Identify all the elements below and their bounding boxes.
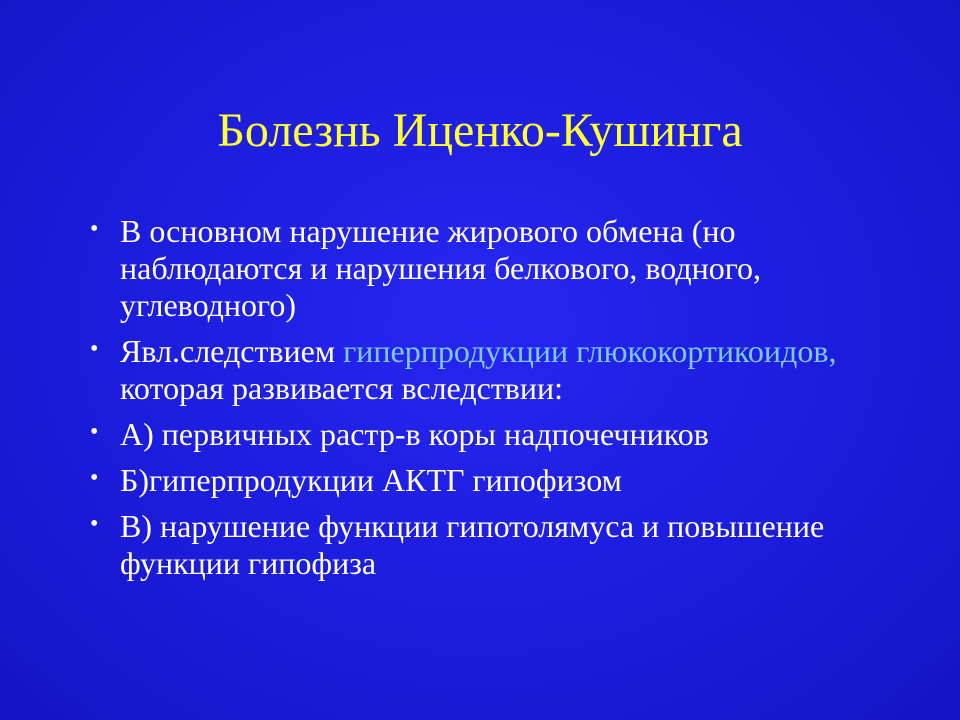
bullet-dot-icon: • [90, 465, 99, 491]
bullet-text: В) нарушение функции гипотолямуса и повышение функции гипофиза [120, 508, 825, 581]
bullet-text: В основном нарушение жирового обмена (но наблюдаются и нарушения белкового, водного, углеводного) [120, 213, 762, 323]
bullet-text-prefix: Явл.следствием [120, 333, 344, 369]
bullet-text-highlight: гиперпродукции глюкокортикоидов, [343, 333, 837, 369]
bullet-item [90, 416, 880, 453]
bullet-dot-icon: • [90, 336, 99, 362]
bullet-item [90, 213, 880, 324]
bullet-dot-icon: • [90, 511, 99, 537]
bullet-dot-icon: • [90, 216, 99, 242]
bullet-item [90, 462, 880, 499]
bullet-list [90, 213, 880, 591]
bullet-dot-icon: • [90, 419, 99, 445]
bullet-item [90, 508, 880, 582]
bullet-text: Б)гиперпродукции АКТГ гипофизом [120, 462, 622, 498]
bullet-item [90, 333, 880, 407]
bullet-text: А) первичных растр-в коры надпочечников [120, 416, 709, 452]
slide-title: Болезнь Иценко-Кушинга [217, 104, 743, 157]
bullet-text-suffix: которая развивается вследствии: [120, 370, 564, 406]
